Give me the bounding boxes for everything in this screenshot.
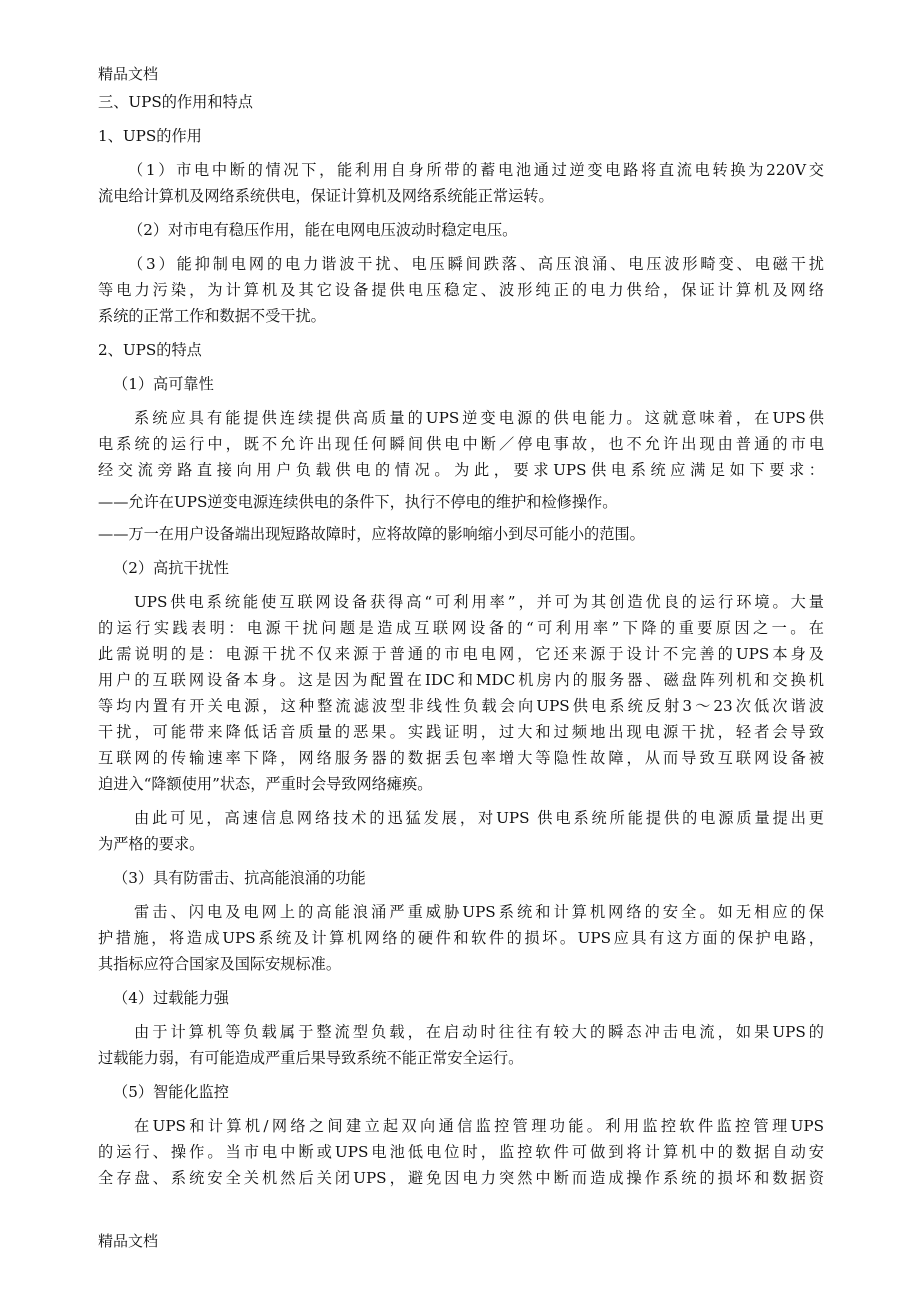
feature-5-para-line: 在UPS和计算机/网络之间建立起双向通信监控管理功能。利用监控软件监控管理UPS (134, 1117, 824, 1135)
feature-2-para-line: 迫进入“降额使用”状态，严重时会导致网络瘫痪。 (98, 775, 433, 793)
feature-2-para2-line: 由此可见，高速信息网络技术的迅猛发展，对UPS 供电系统所能提供的电源质量提出更 (134, 809, 824, 827)
page-header-mark: 精品文档 (98, 65, 159, 83)
role-p1-line: （1）市电中断的情况下，能利用自身所带的蓄电池通过逆变电路将直流电转换为220V交 (128, 161, 824, 179)
feature-2-para-line: 互联网的传输速率下降，网络服务器的数据丢包率增大等隐性故障，从而导致互联网设备被 (98, 749, 824, 767)
feature-1-para-line: 系统应具有能提供连续提供高质量的UPS逆变电源的供电能力。这就意味着，在UPS供 (134, 409, 824, 427)
feature-3-para-line: 雷击、闪电及电网上的高能浪涌严重威胁UPS系统和计算机网络的安全。如无相应的保 (134, 903, 824, 921)
page-footer-mark: 精品文档 (98, 1232, 159, 1250)
feature-2-para2-line: 为严格的要求。 (98, 835, 205, 853)
feature-1-title: （1）高可靠性 (113, 375, 214, 393)
feature-4-para-line: 过载能力弱，有可能造成严重后果导致系统不能正常安全运行。 (98, 1049, 524, 1067)
document-body (98, 89, 824, 1191)
feature-1-dash-item: ——允许在UPS逆变电源连续供电的条件下，执行不停电的维护和检修操作。 (98, 493, 618, 511)
feature-4-title: （4）过载能力强 (113, 989, 229, 1007)
feature-4-para-line: 由于计算机等负载属于整流型负载，在启动时往往有较大的瞬态冲击电流，如果UPS的 (134, 1023, 824, 1041)
feature-1-para-line: 电系统的运行中，既不允许出现任何瞬间供电中断／停电事故，也不允许出现由普通的市电 (98, 435, 824, 453)
feature-3-title: （3）具有防雷击、抗高能浪涌的功能 (113, 869, 366, 887)
feature-2-para-line: 此需说明的是：电源干扰不仅来源于普通的市电电网，它还来源于设计不完善的UPS本身及 (98, 645, 824, 663)
feature-2-title: （2）高抗干扰性 (113, 559, 229, 577)
role-p2-line: （2）对市电有稳压作用，能在电网电压波动时稳定电压。 (128, 221, 518, 239)
features-heading: 2、UPS的特点 (98, 341, 202, 359)
feature-3-para-line: 护措施，将造成UPS系统及计算机网络的硬件和软件的损坏。UPS应具有这方面的保护电路， (98, 929, 824, 947)
feature-5-para-line: 全存盘、系统安全关机然后关闭UPS，避免因电力突然中断而造成操作系统的损坏和数据资 (98, 1169, 824, 1187)
role-p1-line: 流电给计算机及网络系统供电，保证计算机及网络系统能正常运转。 (98, 187, 554, 205)
feature-1-dash-item: ——万一在用户设备端出现短路故障时，应将故障的影响缩小到尽可能小的范围。 (98, 525, 645, 543)
role-p3-line: 系统的正常工作和数据不受干扰。 (98, 307, 326, 325)
feature-2-para-line: 干扰，可能带来降低话音质量的恶果。实践证明，过大和过频地出现电源干扰，轻者会导致 (98, 723, 824, 741)
feature-2-para-line: 用户的互联网设备本身。这是因为配置在IDC和MDC机房内的服务器、磁盘阵列机和交换机 (98, 671, 824, 689)
feature-5-para-line: 的运行、操作。当市电中断或UPS电池低电位时，监控软件可做到将计算机中的数据自动安 (98, 1143, 824, 1161)
role-p3-line: （3）能抑制电网的电力谐波干扰、电压瞬间跌落、高压浪涌、电压波形畸变、电磁干扰 (128, 255, 824, 273)
feature-1-para-line: 经交流旁路直接向用户负载供电的情况。为此，要求UPS供电系统应满足如下要求： (98, 461, 824, 479)
feature-3-para-line: 其指标应符合国家及国际安规标准。 (98, 955, 341, 973)
feature-5-title: （5）智能化监控 (113, 1083, 229, 1101)
feature-2-para-line: 等均内置有开关电源，这种整流滤波型非线性负载会向UPS供电系统反射3～23次低次谐波 (98, 697, 824, 715)
role-p3-line: 等电力污染，为计算机及其它设备提供电压稳定、波形纯正的电力供给，保证计算机及网络 (98, 281, 824, 299)
feature-2-para-line: 的运行实践表明：电源干扰问题是造成互联网设备的“可利用率”下降的重要原因之一。在 (98, 619, 824, 637)
section-title: 三、UPS的作用和特点 (98, 93, 253, 111)
feature-2-para-line: UPS供电系统能使互联网设备获得高“可利用率”，并可为其创造优良的运行环境。大量 (134, 593, 824, 611)
role-heading: 1、UPS的作用 (98, 127, 202, 145)
